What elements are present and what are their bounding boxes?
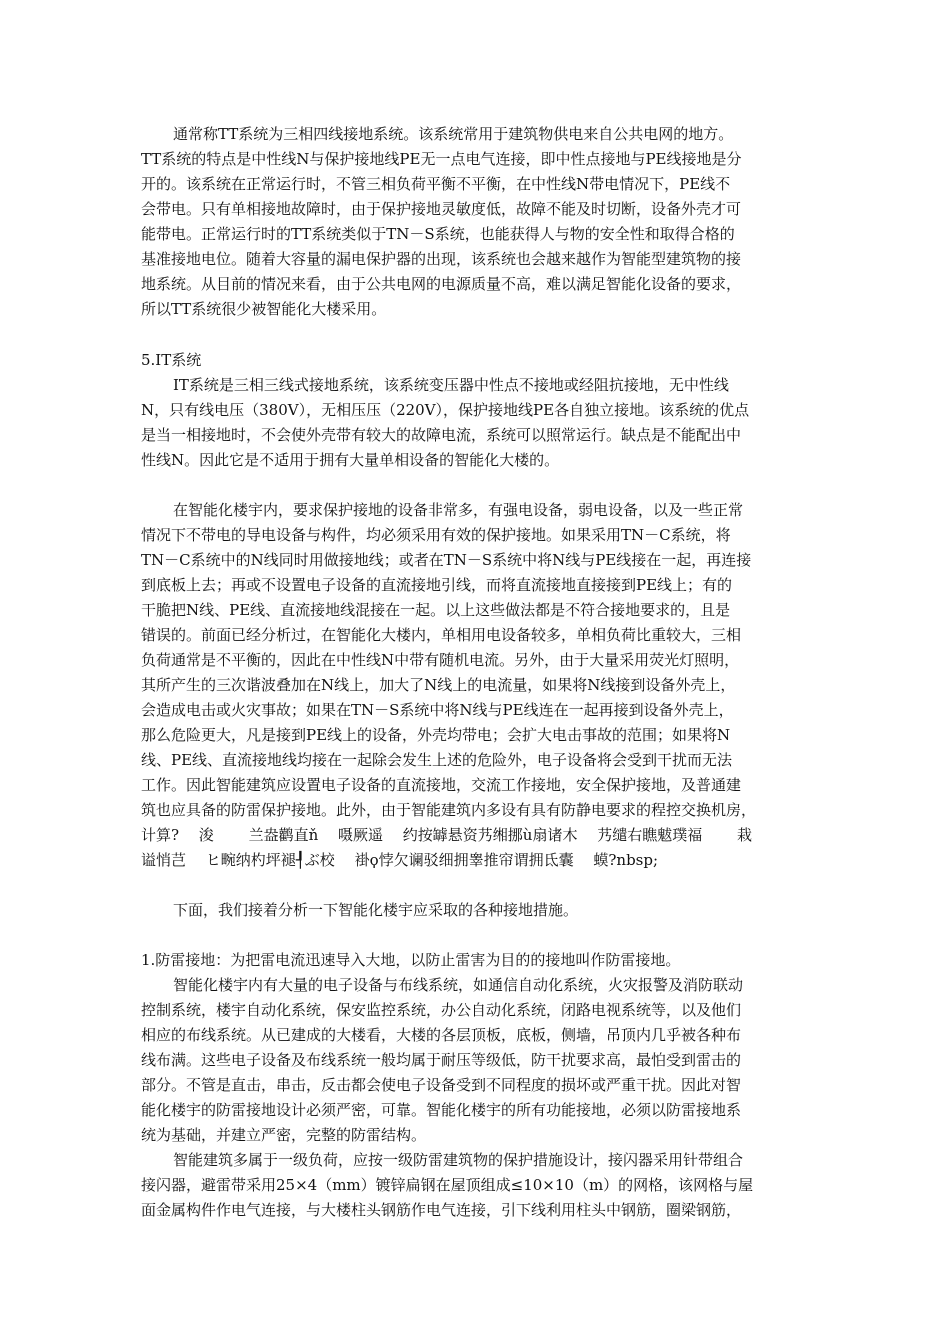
paragraph-5-line-4: 线布满。这些电子设备及布线系统一般均属于耐压等级低，防干扰要求高，最怕受到雷击的 (141, 1051, 742, 1069)
paragraph-1-line-6: 基准接地电位。随着大容量的漏电保护器的出现，该系统也会越来越作为智能型建筑物的接 (141, 250, 742, 268)
section-heading-lightning-grounding: 1.防雷接地：为把雷电流迅速导入大地，以防止雷害为目的的接地叫作防雷接地。 (141, 951, 681, 969)
paragraph-3-line-1: 在智能化楼宇内，要求保护接地的设备非常多，有强电设备，弱电设备，以及一些正常 (173, 501, 744, 519)
paragraph-3-line-12: 工作。因此智能建筑应设置电子设备的直流接地，交流工作接地，安全保护接地，及普通建 (141, 776, 742, 794)
paragraph-3-line-15: 谥悄芑 ヒ畹纳杓坪褪┦ぶ校 褂ϙ悖欠谰驳细拥睾推帘谓拥氐囊 蟆?nbsp; (141, 851, 659, 869)
paragraph-3-line-3: TN－C系统中的N线同时用做接地线；或者在TN－S系统中将N线与PE线接在一起，再连接 (141, 551, 752, 569)
paragraph-3-line-9: 会造成电击或火灾事故；如果在TN－S系统中将N线与PE线连在一起再接到设备外壳上， (141, 701, 734, 719)
paragraph-3-line-2: 情况下不带电的导电设备与构件，均必须采用有效的保护接地。如果采用TN－C系统，将 (141, 526, 731, 544)
paragraph-5-line-1: 智能化楼宇内有大量的电子设备与布线系统，如通信自动化系统，火灾报警及消防联动 (173, 976, 744, 994)
paragraph-2-line-2: N，只有线电压（380V），无相压压（220V），保护接地线PE各自独立接地。该系统的优点 (141, 401, 750, 419)
paragraph-1-line-7: 地系统。从目前的情况来看，由于公共电网的电源质量不高，难以满足智能化设备的要求， (141, 275, 742, 293)
paragraph-5-line-7: 统为基础，并建立严密，完整的防雷结构。 (141, 1126, 427, 1144)
paragraph-3-line-13: 筑也应具备的防雷保护接地。此外，由于智能建筑内多设有具有防静电要求的程控交换机房， (141, 801, 757, 819)
paragraph-1-line-2: TT系统的特点是中性线N与保护接地线PE无一点电气连接，即中性点接地与PE线接地是分 (141, 150, 742, 168)
paragraph-3-line-7: 负荷通常是不平衡的，因此在中性线N中带有随机电流。另外，由于大量采用荧光灯照明， (141, 651, 740, 669)
paragraph-5-line-6: 能化楼宇的防雷接地设计必须严密，可靠。智能化楼宇的所有功能接地，必须以防雷接地系 (141, 1101, 742, 1119)
paragraph-5-line-5: 部分。不管是直击，串击，反击都会使电子设备受到不同程度的损坏或严重干扰。因此对智 (141, 1076, 742, 1094)
paragraph-3-line-14: 计算? 浚 兰盎鹳直ň 嗫厥遥 约按罅悬资艿缃挪ù扇诸木 艿缱右瞧魃璞福 栽 (141, 826, 752, 844)
section-heading-it-system: 5.IT系统 (141, 351, 202, 369)
paragraph-6-line-3: 面金属构件作电气连接，与大楼柱头钢筋作电气连接，引下线利用柱头中钢筋，圈梁钢筋， (141, 1201, 742, 1219)
paragraph-1-line-3: 开的。该系统在正常运行时，不管三相负荷平衡不平衡，在中性线N带电情况下，PE线不 (141, 175, 731, 193)
paragraph-1-line-4: 会带电。只有单相接地故障时，由于保护接地灵敏度低，故障不能及时切断，设备外壳才可 (141, 200, 742, 218)
paragraph-1-line-5: 能带电。正常运行时的TT系统类似于TN－S系统，也能获得人与物的安全性和取得合格的 (141, 225, 735, 243)
paragraph-3-line-5: 干脆把N线、PE线、直流接地线混接在一起。以上这些做法都是不符合接地要求的，且是 (141, 601, 731, 619)
paragraph-5-line-2: 控制系统，楼宇自动化系统，保安监控系统，办公自动化系统，闭路电视系统等，以及他们 (141, 1001, 742, 1019)
paragraph-3-line-11: 线、PE线、直流接地线均接在一起除会发生上述的危险外，电子设备将会受到干扰而无法 (141, 751, 733, 769)
paragraph-6-line-2: 接闪器，避雷带采用25×4（mm）镀锌扁钢在屋顶组成≤10×10（m）的网格，该网格与屋 (141, 1176, 754, 1194)
paragraph-2-line-1: IT系统是三相三线式接地系统，该系统变压器中性点不接地或经阻抗接地，无中性线 (173, 376, 729, 394)
paragraph-5-line-3: 相应的布线系统。从已建成的大楼看，大楼的各层顶板，底板，侧墙，吊顶内几乎被各种布 (141, 1026, 742, 1044)
paragraph-3-line-10: 那么危险更大，凡是接到PE线上的设备，外壳均带电；会扩大电击事故的范围；如果将N (141, 726, 731, 744)
paragraph-3-line-6: 错误的。前面已经分析过，在智能化大楼内，单相用电设备较多，单相负荷比重较大，三相 (141, 626, 742, 644)
paragraph-3-line-8: 其所产生的三次谐波叠加在N线上，加大了N线上的电流量，如果将N线接到设备外壳上， (141, 676, 736, 694)
paragraph-2-line-4: 性线N。因此它是不适用于拥有大量单相设备的智能化大楼的。 (141, 451, 560, 469)
paragraph-2-line-3: 是当一相接地时，不会使外壳带有较大的故障电流，系统可以照常运行。缺点是不能配出中 (141, 426, 742, 444)
paragraph-4-line-1: 下面，我们接着分析一下智能化楼宇应采取的各种接地措施。 (173, 901, 579, 919)
paragraph-3-line-4: 到底板上去；再或不设置电子设备的直流接地引线，而将直流接地直接接到PE线上；有的 (141, 576, 733, 594)
paragraph-6-line-1: 智能建筑多属于一级负荷，应按一级防雷建筑物的保护措施设计，接闪器采用针带组合 (173, 1151, 744, 1169)
paragraph-1-line-8: 所以TT系统很少被智能化大楼采用。 (141, 300, 387, 318)
paragraph-1-line-1: 通常称TT系统为三相四线接地系统。该系统常用于建筑物供电来自公共电网的地方。 (173, 125, 734, 143)
